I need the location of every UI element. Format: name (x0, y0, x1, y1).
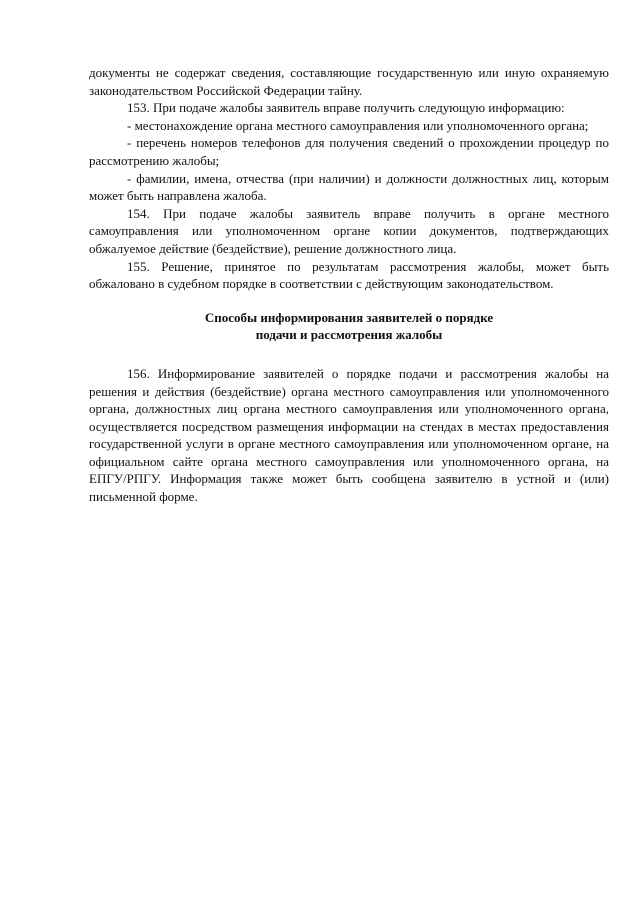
paragraph-153: 153. При подаче жалобы заявитель вправе получить следующую информацию: (127, 100, 565, 116)
section-heading (89, 309, 609, 344)
paragraph-155: 155. Решение, принятое по результатам рассмотрения жалобы, может быть обжаловано в судебном порядке в соответствии с действующим законодательством. (89, 258, 609, 292)
paragraph-continuation: документы не содержат сведения, составляющие государственную или иную охраняемую законодательством Российской Федерации тайну. (89, 65, 609, 98)
list-item-officials: - фамилии, имена, отчества (при наличии) и должности должностных лиц, которым может быть направлена жалоба. (89, 170, 609, 204)
paragraph-156: 156. Информирование заявителей о порядке подачи и рассмотрения жалобы на решения и действия (бездействие) органа местного самоуправления или уполномоченного органа, должностных лиц органа местного самоуправления или уполномоченного органа, осуществляется посредством размещения информации на стендах в местах предоставления государственной услуги в органе местного самоуправления или уполномоченном органе, на официальном сайте органа местного самоуправления или уполномоченного органа, на ЕПГУ/РПГУ. Информация также может быть сообщена заявителю в устной и (или) письменной форме. (89, 365, 609, 505)
section-heading-line-2: подачи и рассмотрения жалобы (255, 327, 443, 343)
list-item-location: - местонахождение органа местного самоуправления или уполномоченного органа; (127, 117, 589, 133)
document-body (89, 64, 609, 506)
paragraph-154: 154. При подаче жалобы заявитель вправе получить в органе местного самоуправления или уполномоченном органе копии документов, подтверждающих обжалуемое действие (бездействие), решение должностного лица. (89, 205, 609, 256)
section-heading-line-1: Способы информирования заявителей о порядке (204, 309, 494, 325)
list-item-phones: - перечень номеров телефонов для получения сведений о прохождении процедур по рассмотрению жалобы; (89, 135, 609, 168)
